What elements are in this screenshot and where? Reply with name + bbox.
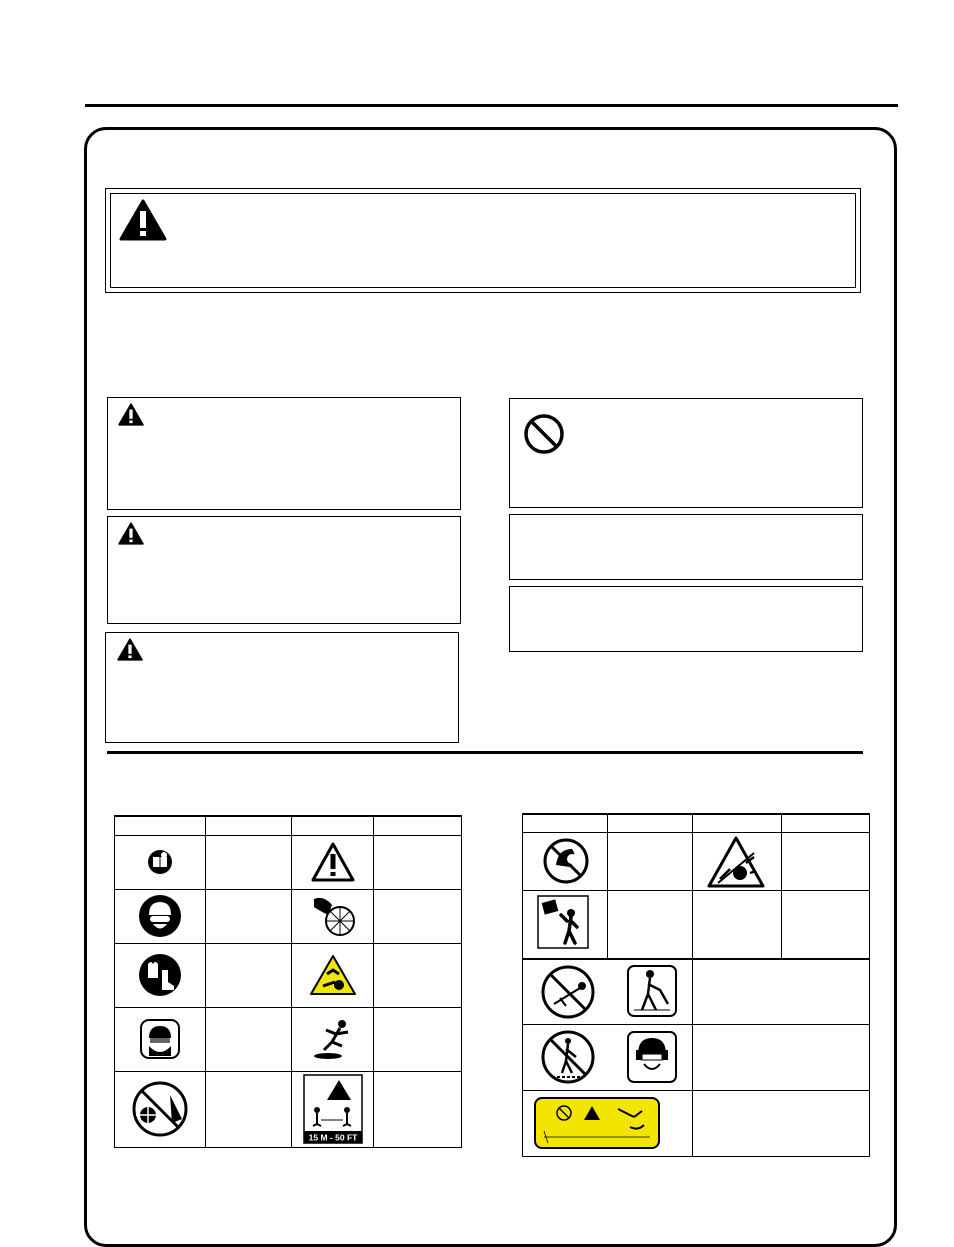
- table-row: [115, 889, 462, 943]
- table-row: [115, 1071, 462, 1147]
- thrown-objects-icon: [706, 835, 766, 889]
- prohibition-circle-icon: [523, 413, 565, 455]
- blade-hand-hazard-icon: [310, 893, 356, 939]
- table-row: [115, 943, 462, 1007]
- no-blade-near-ear-icon: [542, 837, 590, 885]
- caution-triangle-icon: [310, 841, 356, 883]
- warning-triangle-icon: [117, 638, 143, 661]
- notice-box-2: [509, 514, 863, 580]
- warning-box-3: [105, 632, 459, 743]
- yellow-warning-label-icon: [534, 1097, 660, 1149]
- notice-box-3: [509, 586, 863, 652]
- section-rule: [107, 751, 863, 754]
- table-header-cell: [292, 816, 374, 835]
- eye-ear-protection-icon: [137, 893, 183, 939]
- table-row: [115, 835, 462, 889]
- no-improper-use-icon: [540, 964, 596, 1020]
- no-blade-contact-icon: [130, 1079, 190, 1139]
- warning-triangle-icon: [118, 403, 144, 426]
- prohibition-box: [509, 398, 863, 508]
- header-rule: [85, 104, 898, 107]
- table-header-cell: [205, 816, 292, 835]
- warning-box-1: [107, 397, 461, 510]
- symbol-table-right: [522, 813, 870, 1157]
- read-manual-icon: [147, 849, 173, 875]
- no-bare-feet-icon: [540, 1029, 596, 1085]
- warning-triangle-icon: [118, 522, 144, 545]
- symbol-table-left: [114, 815, 462, 1148]
- falling-object-icon: [537, 895, 589, 949]
- kickback-hazard-icon: [309, 954, 357, 996]
- keep-distance-icon: [303, 1074, 363, 1144]
- main-warning-box: [105, 188, 861, 293]
- distance-label: 15 M - 50 FT: [308, 1132, 358, 1143]
- slip-hazard-icon: [310, 1016, 356, 1062]
- table-header-cell: [115, 816, 206, 835]
- face-shield-icon: [139, 1018, 181, 1060]
- warning-triangle-icon: [119, 199, 167, 241]
- helmet-operator-icon: [626, 1030, 678, 1084]
- table-header-cell: [374, 816, 462, 835]
- gloves-boots-icon: [137, 952, 183, 998]
- warning-box-2: [107, 516, 461, 624]
- proper-stance-icon: [626, 964, 678, 1018]
- table-row: [115, 1007, 462, 1071]
